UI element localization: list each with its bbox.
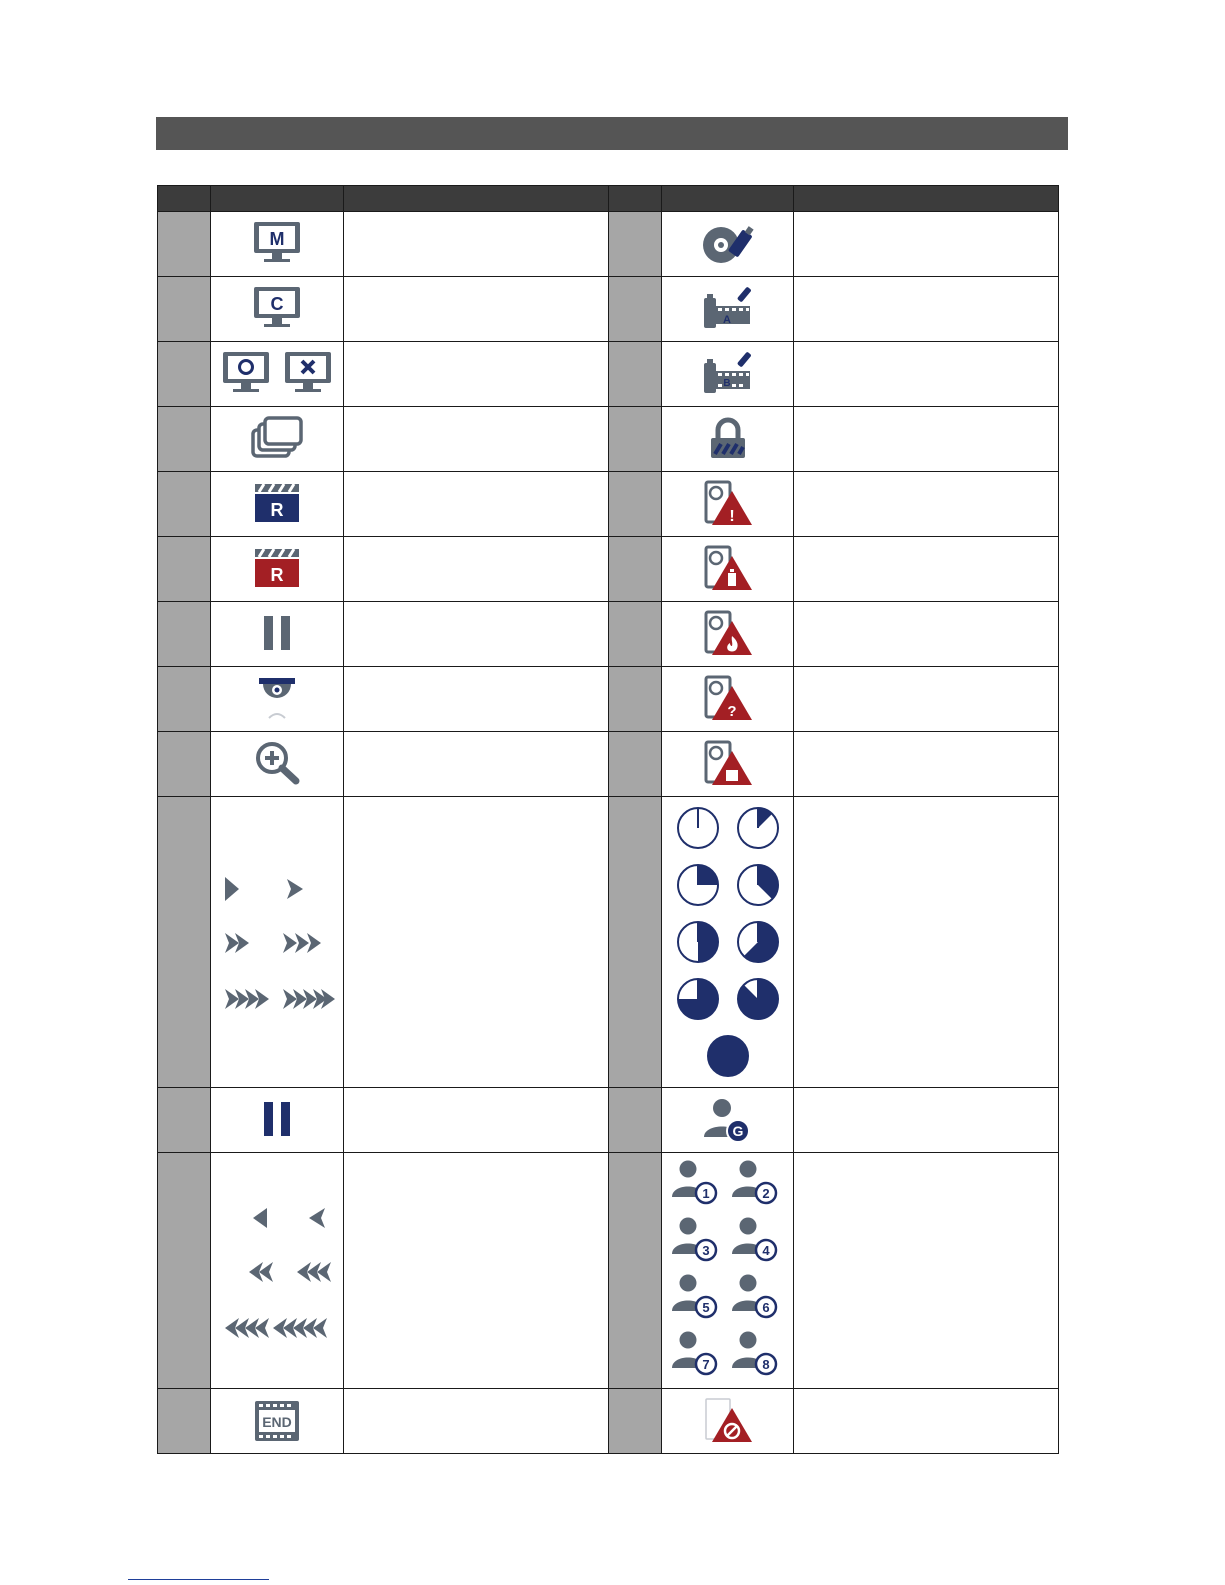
svg-text:A: A — [722, 314, 731, 326]
svg-text:M: M — [269, 229, 285, 249]
row-number-cell — [609, 537, 662, 602]
progress-pie-fill — [698, 922, 718, 962]
icon-cell — [662, 1153, 794, 1389]
table-row — [158, 407, 1059, 472]
description-cell — [794, 342, 1059, 407]
user-head — [679, 1331, 696, 1348]
svg-text:!: ! — [728, 508, 735, 525]
multi-window-icon — [249, 414, 305, 464]
row-number-cell — [158, 602, 211, 667]
icon-cell — [662, 797, 794, 1088]
user-numbered-icon-item — [732, 1274, 776, 1317]
icon-cell — [211, 1389, 344, 1454]
description-cell — [344, 667, 609, 732]
table-row — [158, 472, 1059, 537]
row-number-cell — [158, 407, 211, 472]
description-cell — [344, 472, 609, 537]
user-numbered-icon-item — [732, 1160, 776, 1203]
icon-cell — [662, 602, 794, 667]
description-cell — [344, 1088, 609, 1153]
table-row — [158, 342, 1059, 407]
icon-cell — [211, 1088, 344, 1153]
table-row — [158, 277, 1059, 342]
end-film-icon — [251, 1396, 303, 1446]
film-b-icon — [698, 349, 758, 399]
row-number-cell — [158, 732, 211, 797]
description-cell — [794, 797, 1059, 1088]
description-cell — [794, 537, 1059, 602]
icon-cell — [211, 472, 344, 537]
description-cell — [794, 212, 1059, 277]
row-number-cell — [609, 277, 662, 342]
hdd-unknown-icon — [700, 674, 756, 724]
record-clapper-red-icon — [251, 544, 303, 594]
description-cell — [344, 407, 609, 472]
table-row — [158, 667, 1059, 732]
row-number-cell — [609, 797, 662, 1088]
hdd-fire-icon — [700, 609, 756, 659]
hdd-info-icon — [700, 544, 756, 594]
row-number-cell — [609, 472, 662, 537]
user-numbered-icon-item — [672, 1160, 716, 1203]
zoom-in-icon — [251, 739, 303, 789]
svg-text:?: ? — [726, 703, 737, 720]
description-cell — [344, 277, 609, 342]
header-description-right — [794, 186, 1059, 212]
icon-cell — [662, 407, 794, 472]
icon-cell — [211, 797, 344, 1088]
row-number-cell — [158, 667, 211, 732]
pause-gray-icon — [257, 609, 297, 659]
header-no-right — [609, 186, 662, 212]
user-numbered-icon-item — [732, 1331, 776, 1374]
row-number-cell — [158, 212, 211, 277]
row-number-cell — [609, 212, 662, 277]
row-number-cell — [158, 1389, 211, 1454]
description-cell — [344, 1389, 609, 1454]
footer-link-underline — [128, 1579, 269, 1580]
row-number-cell — [609, 667, 662, 732]
table-header-row — [158, 186, 1059, 212]
rewind-speeds-icon — [217, 1196, 337, 1346]
icon-cell — [211, 667, 344, 732]
description-cell — [794, 602, 1059, 667]
header-icon-right — [662, 186, 794, 212]
monitor-m-icon — [251, 219, 303, 269]
user-head — [739, 1217, 756, 1234]
row-number-cell — [609, 1153, 662, 1389]
description-cell — [794, 732, 1059, 797]
user-number-label: 7 — [701, 1356, 710, 1372]
icon-cell — [662, 732, 794, 797]
user-number-label: 8 — [761, 1356, 770, 1372]
table-row — [158, 1389, 1059, 1454]
svg-text:R: R — [270, 565, 284, 585]
row-number-cell — [609, 342, 662, 407]
user-numbered-icon-item — [732, 1217, 776, 1260]
description-cell — [344, 342, 609, 407]
user-head — [679, 1160, 696, 1177]
user-numbered-icon-item — [672, 1331, 716, 1374]
hdd-full-icon — [700, 739, 756, 789]
description-cell — [794, 472, 1059, 537]
description-cell — [794, 1088, 1059, 1153]
pause-navy-icon — [257, 1095, 297, 1145]
svg-text:G: G — [732, 1123, 743, 1139]
hdd-no-disk-icon — [700, 1396, 756, 1446]
table-row — [158, 212, 1059, 277]
user-head — [679, 1217, 696, 1234]
table-row — [158, 1088, 1059, 1153]
row-number-cell — [158, 277, 211, 342]
table-row — [158, 1153, 1059, 1389]
svg-text:C: C — [270, 294, 284, 314]
progress-pie-fill — [708, 1036, 748, 1076]
user-number-label: 1 — [701, 1185, 710, 1201]
section-header-bar — [156, 117, 1068, 150]
disc-usb-icon — [698, 219, 758, 269]
icon-cell — [662, 212, 794, 277]
table-row — [158, 602, 1059, 667]
user-guest-icon — [700, 1095, 756, 1145]
user-head — [739, 1331, 756, 1348]
description-cell — [794, 1389, 1059, 1454]
user-numbered-icon-item — [672, 1217, 716, 1260]
svg-text:END: END — [262, 1414, 292, 1430]
table-row — [158, 537, 1059, 602]
table-row — [158, 732, 1059, 797]
progress-pie-icon — [672, 802, 784, 1082]
user-numbered-icon-item — [672, 1274, 716, 1317]
row-number-cell — [609, 1088, 662, 1153]
table-row — [158, 797, 1059, 1088]
user-number-label: 2 — [761, 1185, 770, 1201]
lock-icon — [703, 414, 753, 464]
row-number-cell — [158, 472, 211, 537]
user-number-label: 6 — [761, 1299, 770, 1315]
icon-cell — [662, 472, 794, 537]
icon-cell — [211, 212, 344, 277]
icon-cell — [211, 1153, 344, 1389]
hdd-warning-icon — [700, 479, 756, 529]
icon-cell — [211, 537, 344, 602]
monitor-o-x-icon — [221, 349, 333, 399]
row-number-cell — [158, 537, 211, 602]
row-number-cell — [609, 602, 662, 667]
icon-cell — [211, 277, 344, 342]
user-head — [679, 1274, 696, 1291]
monitor-c-icon — [251, 284, 303, 334]
description-cell — [344, 1153, 609, 1389]
icon-cell — [662, 537, 794, 602]
row-number-cell — [609, 407, 662, 472]
header-icon-left — [211, 186, 344, 212]
user-number-label: 4 — [761, 1242, 770, 1258]
user-head — [739, 1274, 756, 1291]
row-number-cell — [158, 1153, 211, 1389]
user-number-label: 5 — [701, 1299, 710, 1315]
row-number-cell — [609, 1389, 662, 1454]
user-head — [739, 1160, 756, 1177]
icon-cell — [662, 1088, 794, 1153]
row-number-cell — [158, 797, 211, 1088]
description-cell — [344, 797, 609, 1088]
progress-pie-fill — [698, 865, 718, 885]
description-cell — [794, 407, 1059, 472]
header-no-left — [158, 186, 211, 212]
user-number-label: 3 — [701, 1242, 710, 1258]
user-numbered-icon — [670, 1157, 786, 1385]
description-cell — [344, 212, 609, 277]
description-cell — [794, 1153, 1059, 1389]
svg-text:R: R — [270, 500, 284, 520]
description-cell — [344, 732, 609, 797]
record-clapper-blue-icon — [251, 479, 303, 529]
svg-text:B: B — [722, 378, 731, 389]
description-cell — [344, 537, 609, 602]
icon-cell — [211, 407, 344, 472]
row-number-cell — [158, 1088, 211, 1153]
dome-camera-icon — [251, 674, 303, 724]
row-number-cell — [158, 342, 211, 407]
description-cell — [794, 277, 1059, 342]
icon-cell — [662, 1389, 794, 1454]
film-a-icon — [698, 284, 758, 334]
description-cell — [794, 667, 1059, 732]
icon-cell — [211, 602, 344, 667]
header-description-left — [344, 186, 609, 212]
icon-cell — [211, 342, 344, 407]
icon-cell — [662, 277, 794, 342]
icon-reference-table — [157, 185, 1059, 1454]
icon-cell — [662, 342, 794, 407]
icon-cell — [211, 732, 344, 797]
fast-forward-speeds-icon — [217, 867, 337, 1017]
icon-cell — [662, 667, 794, 732]
row-number-cell — [609, 732, 662, 797]
description-cell — [344, 602, 609, 667]
